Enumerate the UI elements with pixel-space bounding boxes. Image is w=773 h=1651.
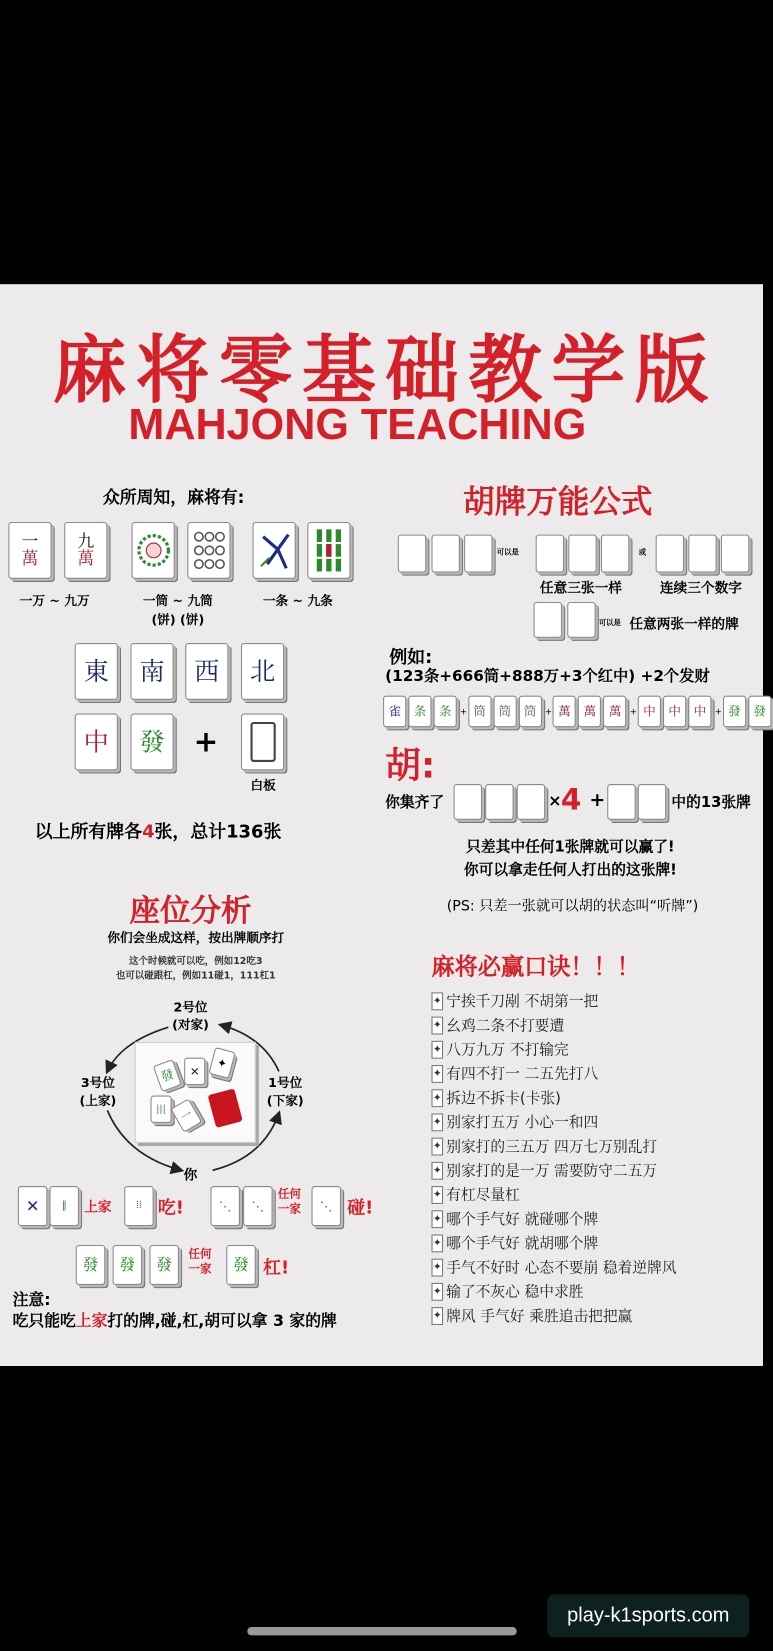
seat-3-label: 3号位 (上家): [79, 1075, 117, 1109]
anyone-label-gang: 任何 一家: [188, 1247, 212, 1276]
tile-bullet-icon: ✦: [431, 1161, 443, 1179]
tip-text: 拆边不拆卡(卡张): [446, 1090, 561, 1108]
tip-text: 有杠尽量杠: [446, 1187, 520, 1204]
tile-one-tong: [132, 522, 175, 579]
tip-text: 别家打的是一万 需要防守二五万: [446, 1162, 658, 1180]
peng-label: 碰!: [347, 1197, 374, 1219]
tile-nine-tiao: [307, 522, 350, 579]
example-tile: 雀: [383, 696, 406, 728]
seat-2-label: 2号位 (对家): [172, 999, 209, 1033]
tip-item: [431, 1039, 568, 1060]
blank-tile: [688, 535, 716, 573]
tong-label: 一筒 ~ 九筒: [142, 593, 213, 609]
blank-tile: [517, 784, 545, 820]
tip-item: [431, 1257, 676, 1278]
tile-three-tiao-small: ⁞⁞: [124, 1186, 153, 1226]
example-tile: 萬: [553, 696, 576, 728]
tile-south: 南: [130, 643, 173, 700]
tip-item: [431, 1087, 560, 1108]
example-tile: 發: [723, 696, 746, 728]
tip-item: [431, 1063, 598, 1084]
of-13-label: 中的13张牌: [671, 794, 751, 812]
tip-text: 哪个手气好 就碰哪个牌: [446, 1211, 599, 1229]
tile-two-tiao-small: ‖: [49, 1186, 78, 1226]
tip-text: 哪个手气好 就胡哪个牌: [446, 1235, 599, 1253]
tile-fa-3: 發: [149, 1245, 178, 1285]
hu-line-1: 只差其中任何1张牌就可以赢了!: [466, 838, 675, 856]
tip-text: 宁挨千刀剐 不胡第一把: [446, 993, 599, 1011]
seat-1-label: 1号位 (下家): [266, 1075, 304, 1109]
tile-west: 西: [185, 643, 228, 700]
tile-three-tong-2: ⋱: [243, 1186, 272, 1226]
tile-bullet-icon: ✦: [431, 1307, 443, 1325]
tile-bullet-icon: ✦: [431, 1016, 443, 1034]
tip-text: 输了不灰心 稳中求胜: [446, 1283, 584, 1301]
example-tile: 筒: [519, 696, 542, 728]
blank-tile: [431, 535, 459, 573]
tip-item: [431, 1305, 632, 1326]
example-text: (123条+666筒+888万+3个红中) +2个发财: [385, 668, 710, 686]
seat-note-1: 这个时候就可以吃，例如12吃3: [129, 956, 263, 968]
example-tile: 萬: [578, 696, 601, 728]
example-tile: 条: [408, 696, 431, 728]
four-number: 4: [560, 781, 582, 817]
tip-item: [431, 1208, 598, 1229]
plus-separator: +: [544, 706, 552, 717]
notice-text: 吃只能吃上家打的牌,碰,杠,胡可以拿 3 家的牌: [12, 1311, 337, 1331]
tile-one-tiao: [253, 522, 296, 579]
example-tile: 發: [748, 696, 771, 728]
tile-bullet-icon: ✦: [431, 1186, 443, 1204]
tile-bullet-icon: ✦: [431, 1089, 443, 1107]
tile-north: 北: [241, 643, 284, 700]
blank-tile: [534, 602, 562, 638]
tile-one-tiao-small: ✕: [18, 1186, 47, 1226]
blank-tile: [567, 602, 595, 638]
bamboo-icon: [313, 527, 345, 573]
blank-tile: [454, 784, 482, 820]
tip-text: 八万九万 不打输完: [446, 1041, 569, 1059]
blank-tile: [464, 535, 492, 573]
example-tile: 中: [688, 696, 711, 728]
notice-label: 注意:: [12, 1290, 51, 1310]
tong-sublabel: (饼) (饼): [151, 612, 205, 628]
example-label: 例如:: [389, 647, 433, 669]
tile-bullet-icon: ✦: [431, 1282, 443, 1300]
home-indicator[interactable]: [247, 1627, 516, 1635]
seat-title: 座位分析: [129, 892, 252, 929]
hu-title: 胡:: [385, 745, 436, 788]
total-text: 以上所有牌各4张，总计136张: [34, 821, 282, 843]
dice-box-icon: [208, 1088, 243, 1128]
tip-item: [431, 1232, 598, 1253]
blank-tile: [601, 535, 629, 573]
table-illustration: 發 ✕ ✦ ||| 一: [135, 1042, 256, 1143]
tile-bullet-icon: ✦: [431, 1210, 443, 1228]
plus-separator: +: [629, 706, 637, 717]
tile-fa-1: 發: [76, 1245, 105, 1285]
tile-bullet-icon: ✦: [431, 1258, 443, 1276]
example-tile: 萬: [603, 696, 626, 728]
wan-label: 一万 ~ 九万: [19, 593, 90, 609]
tile-bullet-icon: ✦: [431, 1065, 443, 1083]
tip-item: [431, 1160, 657, 1181]
tip-text: 幺鸡二条不打要遭: [446, 1017, 565, 1035]
same-three-label: 任意三张一样: [539, 580, 622, 597]
collect-label: 你集齐了: [385, 794, 445, 812]
tip-text: 别家打五万 小心一和四: [446, 1114, 599, 1132]
tiao-label: 一条 ~ 九条: [262, 593, 333, 609]
blank-tile: [568, 535, 596, 573]
seat-note-2: 也可以碰跟杠，例如11碰1，111杠1: [115, 971, 276, 982]
example-tile: 中: [663, 696, 686, 728]
times-sign: ×: [548, 791, 562, 811]
tip-item: [431, 1184, 519, 1205]
white-label: 白板: [250, 777, 276, 793]
tile-fa-2: 發: [113, 1245, 142, 1285]
tip-text: 有四不打一 二五先打八: [446, 1066, 599, 1083]
chi-label: 吃!: [157, 1197, 184, 1219]
plus-separator: +: [459, 706, 467, 717]
tile-fa-4: 發: [226, 1245, 255, 1285]
dots-icon: [192, 529, 226, 571]
blank-tile: [536, 535, 564, 573]
tip-item: [431, 1136, 657, 1157]
tile-bullet-icon: ✦: [431, 1040, 443, 1058]
tiles-heading: 众所周知，麻将有:: [102, 487, 245, 508]
pair-desc: 任意两张一样的牌: [629, 616, 739, 633]
tips-title: 麻将必赢口诀！！！: [431, 954, 640, 981]
tile-three-tong-3: ⋱: [312, 1186, 341, 1226]
tile-one-wan: 一 萬: [8, 522, 51, 579]
tile-nine-tong: [187, 522, 230, 579]
circle-icon: [136, 534, 170, 568]
blank-tile: [638, 784, 666, 820]
tip-item: [431, 990, 598, 1011]
tip-item: [431, 1281, 583, 1302]
tile-east: 東: [75, 643, 118, 700]
seat-you-label: 你: [183, 1168, 198, 1184]
gang-label: 杠!: [263, 1257, 290, 1279]
blank-tile: [485, 784, 513, 820]
plus-sign-2: +: [589, 789, 606, 812]
tile-bullet-icon: ✦: [431, 1137, 443, 1155]
example-tiles-row: [383, 695, 773, 729]
seat-subtitle: 你们会坐成这样，按出牌顺序打: [107, 930, 285, 946]
tile-bullet-icon: ✦: [431, 1234, 443, 1252]
ps-note: (PS: 只差一张就可以胡的状态叫“听牌”): [446, 897, 699, 915]
or-label: 或: [638, 548, 647, 557]
tile-green-dragon: 發: [130, 714, 173, 771]
anyone-label-peng: 任何 一家: [277, 1187, 301, 1216]
tile-bullet-icon: ✦: [431, 992, 443, 1010]
title-english: MAHJONG TEACHING: [128, 399, 587, 449]
tip-text: 手气不好时 心态不要崩 稳着逆牌风: [446, 1259, 677, 1277]
blank-tile: [607, 784, 635, 820]
example-tile: 筒: [493, 696, 516, 728]
example-tile: 中: [638, 696, 661, 728]
blank-tile: [398, 535, 426, 573]
plus-separator: +: [714, 706, 722, 717]
plus-sign: +: [193, 724, 219, 759]
tile-nine-wan: 九 萬: [64, 522, 107, 579]
can-be-label: 可以是: [598, 618, 621, 628]
blank-tile: [656, 535, 684, 573]
blank-tile: [721, 535, 749, 573]
tip-item: [431, 1015, 564, 1036]
example-tile: 筒: [468, 696, 491, 728]
tile-red-dragon: 中: [75, 714, 118, 771]
tip-item: [431, 1111, 598, 1132]
watermark-badge: play-k1sports.com: [547, 1594, 749, 1637]
hu-line-2: 你可以拿走任何人打出的这张牌!: [463, 861, 677, 879]
title-chinese: 麻将零基础教学版: [52, 327, 718, 414]
bird-icon: [256, 528, 292, 572]
tile-three-tong-1: ⋱: [210, 1186, 239, 1226]
tile-bullet-icon: ✦: [431, 1113, 443, 1131]
example-tile: 条: [434, 696, 457, 728]
tip-text: 别家打的三五万 四万七万别乱打: [446, 1138, 658, 1156]
tip-text: 牌风 手气好 乘胜追击把把赢: [446, 1308, 633, 1325]
tile-white-dragon: [241, 714, 284, 771]
shangjia-label: 上家: [84, 1199, 112, 1216]
formula-title: 胡牌万能公式: [463, 484, 653, 521]
seq-three-label: 连续三个数字: [659, 580, 742, 597]
can-be-label: 可以是: [496, 548, 519, 557]
